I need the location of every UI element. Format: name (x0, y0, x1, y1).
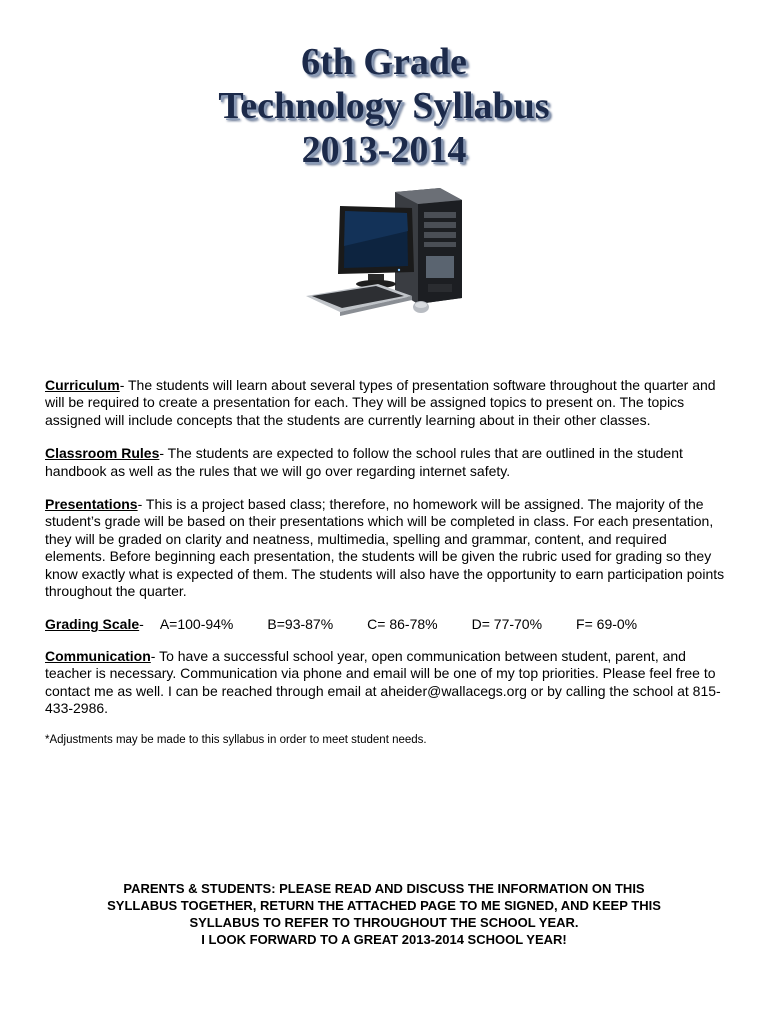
parent-notice-line-2: SYLLABUS TOGETHER, RETURN THE ATTACHED PAGE TO ME SIGNED, AND KEEP THIS (107, 898, 661, 913)
title-line-1: 6th Grade (301, 41, 467, 83)
parent-notice-line-4: I LOOK FORWARD TO A GREAT 2013-2014 SCHOOL YEAR! (201, 932, 567, 947)
grading-scale-heading: Grading Scale (45, 616, 140, 633)
grade-b: B=93-87% (267, 616, 334, 633)
grade-c: C= 86-78% (367, 616, 438, 633)
presentations-text: - This is a project based class; therefore, no homework will be assigned. The majority of the student’s grade will be based on their presentations which will be completed in class. For each presentation, they will be graded on clarity and neatness, multimedia, spelling and grammar, content, and required elements. Before beginning each presentation, the students will be given the rubric used for grading so they know exactly what is expected of them. The students will also have the opportunity to earn participation points throughout the quarter. (45, 496, 725, 600)
communication-text: - To have a successful school year, open communication between student, parent, and teacher is necessary. Communication via phone and email will be one of my top priorities. Please feel free to contact me as well. I can be reached through email at aheider@wallacegs.org or by calling the school at 815- 433-2986. (45, 647, 721, 717)
classroom-rules-section (45, 445, 725, 480)
grading-scale-dash: - (139, 616, 144, 633)
curriculum-text: - The students will learn about several types of presentation software throughout the quarter and will be required to create a presentation for each. They will be assigned topics to present on. The topics assigned will include concepts that the students are currently learning about in their other classes. (45, 377, 716, 428)
communication-heading: Communication (45, 647, 151, 664)
grading-scale-section (45, 616, 725, 633)
document-title (0, 40, 768, 172)
grade-d: D= 77-70% (471, 616, 543, 633)
title-line-2: Technology Syllabus (218, 85, 550, 127)
adjustments-note: *Adjustments may be made to this syllabus in order to meet student needs. (45, 733, 427, 746)
communication-section (45, 648, 725, 718)
parent-notice-line-1: PARENTS & STUDENTS: PLEASE READ AND DISCUSS THE INFORMATION ON THIS (123, 881, 645, 896)
desktop-computer-icon (300, 186, 470, 326)
title-line-3: 2013-2014 (301, 129, 467, 171)
syllabus-body (45, 377, 725, 749)
presentations-section (45, 496, 725, 600)
classroom-rules-heading: Classroom Rules (45, 445, 160, 462)
classroom-rules-text: - The students are expected to follow the school rules that are outlined in the student handbook as well as the rules that we will go over regarding internet safety. (45, 445, 683, 479)
grade-a: A=100-94% (159, 616, 234, 633)
presentations-heading: Presentations (45, 496, 138, 513)
parent-notice (40, 880, 728, 948)
curriculum-section (45, 377, 725, 429)
curriculum-heading: Curriculum (45, 377, 120, 393)
grade-f: F= 69-0% (576, 616, 638, 633)
parent-notice-line-3: SYLLABUS TO REFER TO THROUGHOUT THE SCHOOL YEAR. (189, 915, 579, 930)
